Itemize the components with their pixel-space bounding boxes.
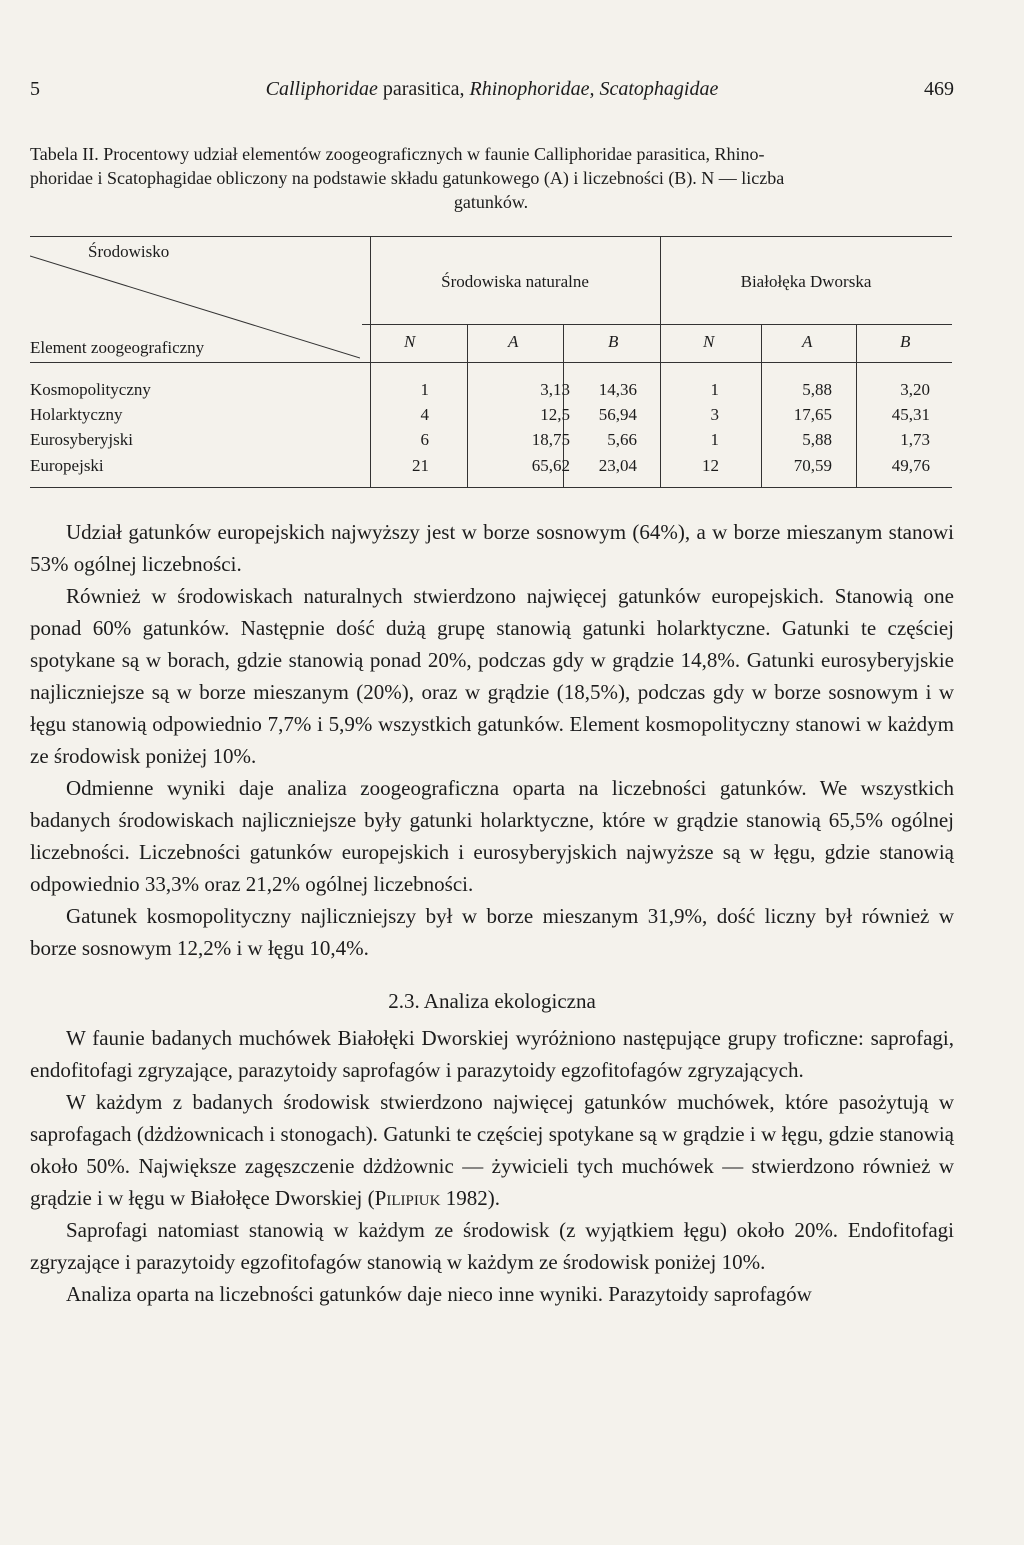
row-label: Holarktyczny [30, 405, 123, 424]
paragraph: Saprofagi natomiast stanowią w każdym ze środowisk (z wyjątkiem łęgu) około 20%. Endofitofagi zgryzające i parazytoidy egzofitofagów stanowią w każdym ze środowisk poniżej 10%. [30, 1218, 954, 1274]
table-cell: 4 [420, 405, 429, 424]
table-cell: 12,5 [540, 405, 570, 424]
paragraph: Udział gatunków europejskich najwyższy jest w borze sosnowym (64%), a w borze mieszanym stanowi 53% ogólnej liczebności. [30, 520, 954, 576]
caption-line: phoridae i Scatophagidae obliczony na podstawie składu gatunkowego (A) i liczebności (B). N — liczba [30, 168, 785, 188]
column-group-natural: Środowiska naturalne [441, 272, 589, 291]
table-cell: 49,76 [891, 456, 930, 475]
table-cell: 17,65 [793, 405, 832, 424]
table-caption [30, 142, 952, 214]
citation-year: 1982). [440, 1186, 500, 1210]
table-cell: 3,20 [900, 380, 930, 399]
subheader-n: N [703, 332, 715, 351]
body-text [30, 516, 954, 1310]
table-cell: 5,88 [802, 380, 832, 399]
page-header [30, 78, 954, 108]
caption-line: Tabela II. Procentowy udział elementów zoogeograficznych w faunie Calliphoridae parasitica, Rhino- [30, 144, 765, 164]
page-number-right: 469 [924, 78, 954, 100]
page-number-left: 5 [30, 78, 40, 100]
row-label: Europejski [30, 456, 104, 475]
subheader-a: A [508, 332, 519, 351]
citation-author: Pilipiuk [374, 1186, 441, 1210]
row-label: Eurosyberyjski [30, 430, 133, 449]
section-heading: 2.3. Analiza ekologiczna [388, 989, 596, 1013]
row-label: Kosmopolityczny [30, 380, 151, 399]
corner-header-element: Element zoogeograficzny [30, 338, 205, 357]
table-rule-subheader [362, 324, 952, 325]
paragraph: Również w środowiskach naturalnych stwierdzono najwięcej gatunków europejskich. Stanowią one ponad 60% gatunków. Następnie dość dużą grupę stanowią gatunki holarktyczne. Gatunki te częściej spotykane są w borach, gdzie stanowią ponad 20%, podczas gdy w grądzie 14,8%. Gatunki eurosyberyjskie najliczniejsze są w borze mieszanym (20%), oraz w grądzie (18,5%), podczas gdy w borze sosnowym i w łęgu stanowią odpowiednio 7,7% i 5,9% wszystkich gatunków. Element kosmopolityczny stanowi w każdym ze środowisk poniżej 10%. [30, 584, 954, 768]
running-title [30, 78, 954, 101]
subheader-b: B [900, 332, 911, 351]
table-cell: 1 [710, 430, 719, 449]
table-cell: 3,13 [540, 380, 570, 399]
paragraph: Analiza oparta na liczebności gatunków daje nieco inne wyniki. Parazytoidy saprofagów [66, 1282, 812, 1306]
paragraph: Gatunek kosmopolityczny najliczniejszy był w borze mieszanym 31,9%, dość liczny był również w borze sosnowym 12,2% i w łęgu 10,4%. [30, 904, 954, 960]
table-cell: 45,31 [891, 405, 930, 424]
table-cell: 6 [420, 430, 429, 449]
table-cell: 18,75 [531, 430, 570, 449]
running-title-part: Calliphoridae [265, 78, 378, 100]
table-cell: 12 [702, 456, 719, 475]
table-cell: 70,59 [793, 456, 832, 475]
corner-header-environment: Środowisko [88, 242, 170, 261]
subheader-a: A [802, 332, 813, 351]
running-title-part: Rhinophoridae, Scatophagidae [469, 78, 719, 100]
table-cell: 5,88 [802, 430, 832, 449]
table-cell: 3 [710, 405, 719, 424]
table-cell: 65,62 [531, 456, 570, 475]
table-cell: 14,36 [598, 380, 637, 399]
table-rule-header-bottom [30, 362, 952, 363]
paragraph-text: W każdym z badanych środowisk stwierdzono najwięcej gatunków muchówek, które pasożytują w saprofagach (dżdżownicach i stonogach). Gatunki te częściej spotykane są w grądzie i w łęgu, gdzie stanowią około 50%. Największe zagęszczenie dżdżownic — żywicieli tych muchówek — stwierdzono również w grądzie i w łęgu w Białołęce Dworskiej ( [30, 1090, 954, 1210]
subheader-b: B [608, 332, 619, 351]
caption-line: gatunków. [453, 192, 529, 212]
zoogeographic-table [30, 236, 952, 488]
paragraph: Odmienne wyniki daje analiza zoogeograficzna oparta na liczebności gatunków. We wszystkich badanych środowiskach najliczniejsze były gatunki holarktyczne, które w grądzie stanowią 65,5% ogólnej liczebności. Liczebności gatunków europejskich i eurosyberyjskich najwyższe są w łęgu, gdzie stanowią odpowiednio 33,3% oraz 21,2% ogólnej liczebności. [30, 776, 954, 896]
table-cell: 21 [412, 456, 429, 475]
table-cell: 1 [710, 380, 719, 399]
table-rule-bottom [30, 487, 952, 488]
table-cell: 1 [420, 380, 429, 399]
table-cell: 56,94 [598, 405, 637, 424]
paragraph [30, 1086, 954, 1214]
running-title-part: parasitica, [377, 78, 470, 100]
table-cell: 1,73 [900, 430, 930, 449]
subheader-n: N [404, 332, 416, 351]
table-cell: 5,66 [607, 430, 637, 449]
column-group-bialoleka: Białołęka Dworska [740, 272, 872, 291]
paragraph: W faunie badanych muchówek Białołęki Dworskiej wyróżniono następujące grupy troficzne: saprofagi, endofitofagi zgryzające, parazytoidy saprofagów i parazytoidy egzofitofagów zgryzających. [30, 1026, 954, 1082]
table-cell: 23,04 [598, 456, 637, 475]
